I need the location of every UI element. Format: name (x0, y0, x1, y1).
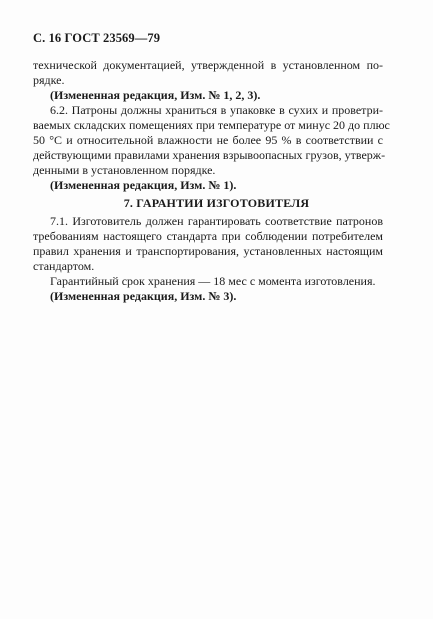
text-line: 50 °С и относительной влажности не более 95 % в соответствии с (33, 133, 383, 147)
page-header: С. 16 ГОСТ 23569—79 (33, 31, 161, 45)
text-line: требованиям настоящего стандарта при соблюдении потребителем (33, 229, 383, 243)
text-line: 6.2. Патроны должны храниться в упаковке в сухих и проветри- (50, 103, 383, 117)
text-line: 7.1. Изготовитель должен гарантировать соответствие патронов (50, 214, 383, 228)
text-line: рядке. (33, 73, 65, 87)
amendment-note: (Измененная редакция, Изм. № 1, 2, 3). (50, 88, 261, 102)
text-line: технической документацией, утвержденной в установленном по- (33, 58, 383, 72)
amendment-note: (Измененная редакция, Изм. № 1). (50, 178, 237, 192)
text-line: правил хранения и транспортирования, установленных настоящим (33, 244, 383, 258)
text-line: действующими правилами хранения взрывоопасных грузов, утверж- (33, 148, 386, 162)
text-line: ваемых складских помещениях при температуре от минус 20 до плюс (33, 118, 390, 132)
text-line: стандартом. (33, 259, 95, 273)
text-line: денными в установленном порядке. (33, 163, 216, 177)
amendment-note: (Измененная редакция, Изм. № 3). (50, 289, 237, 303)
text-line: Гарантийный срок хранения — 18 мес с момента изготовления. (50, 274, 376, 288)
section-title: 7. ГАРАНТИИ ИЗГОТОВИТЕЛЯ (123, 196, 310, 210)
